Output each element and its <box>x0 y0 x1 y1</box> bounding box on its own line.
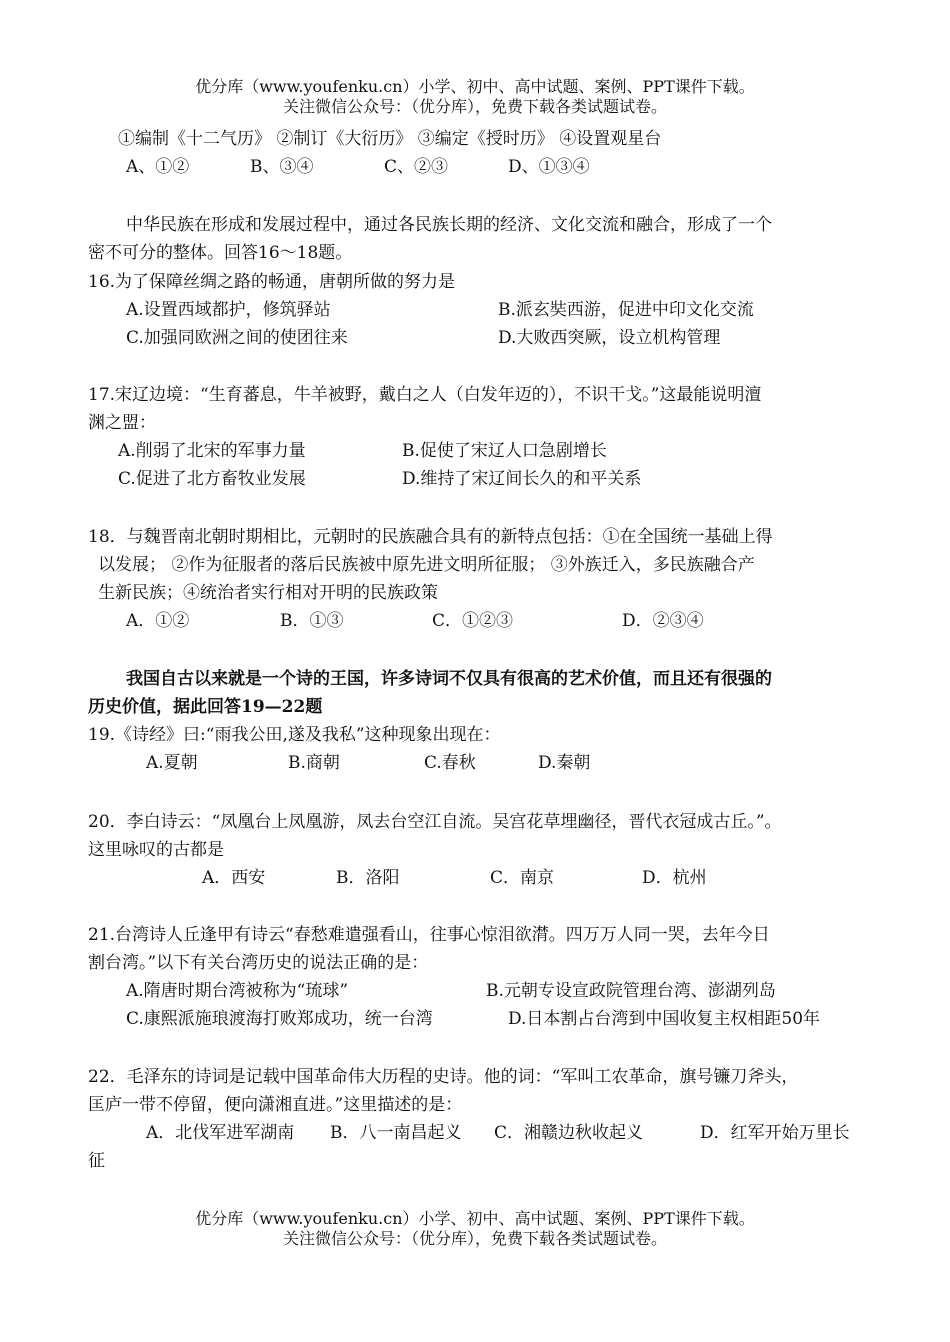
intro-19-22-line-1: 我国自古以来就是一个诗的王国，许多诗词不仅具有很高的艺术价值，而且还有很强的 <box>126 669 772 689</box>
q17-option-c: C.促进了北方畜牧业发展 <box>118 469 306 489</box>
q22-line-1: 22．毛泽东的诗词是记载中国革命伟大历程的史诗。他的词：“军叫工农革命，旗号镰刀斧头， <box>88 1067 799 1087</box>
q18-line-2: 以发展； ②作为征服者的落后民族被中原先进文明所征服； ③外族迁入，多民族融合产 <box>98 555 755 575</box>
q16-stem: 16.为了保障丝绸之路的畅通，唐朝所做的努力是 <box>88 272 456 292</box>
footer-line-1: 优分库（www.youfenku.cn）小学、初中、高中试题、案例、PPT课件下载。 <box>195 1209 755 1228</box>
q15-items: ①编制《十二气历》 ②制订《大衍历》 ③编定《授时历》 ④设置观星台 <box>118 129 662 149</box>
q22-option-a: A．北伐军进军湖南 <box>146 1123 295 1143</box>
q17-option-a: A.削弱了北宋的军事力量 <box>118 441 306 461</box>
q21-option-d: D.日本割占台湾到中国收复主权相距50年 <box>508 1009 821 1029</box>
q18-option-d: D．②③④ <box>622 611 704 631</box>
intro-16-18-line-1: 中华民族在形成和发展过程中，通过各民族长期的经济、文化交流和融合，形成了一个 <box>126 215 772 235</box>
q22-option-d-wrap: 征 <box>88 1151 105 1171</box>
footer-line-2: 关注微信公众号：（优分库），免费下载各类试题试卷。 <box>282 1229 667 1248</box>
q20-line-1: 20．李白诗云：“凤凰台上凤凰游，凤去台空江自流。吴宫花草埋幽径，晋代衣冠成古丘。”。 <box>88 812 782 832</box>
q20-option-b: B．洛阳 <box>336 868 400 888</box>
q20-line-2: 这里咏叹的古都是 <box>88 840 224 860</box>
q16-option-d: D.大败西突厥，设立机构管理 <box>498 328 721 348</box>
q22-option-d: D．红军开始万里长 <box>700 1123 850 1143</box>
q19-option-c: C.春秋 <box>424 753 476 773</box>
q22-option-c: C．湘赣边秋收起义 <box>494 1123 644 1143</box>
q20-option-d: D．杭州 <box>642 868 707 888</box>
q21-option-c: C.康熙派施琅渡海打败郑成功，统一台湾 <box>126 1009 433 1029</box>
intro-19-22-line-2: 历史价值，据此回答19—22题 <box>88 697 323 717</box>
q20-option-c: C．南京 <box>490 868 555 888</box>
q19-stem: 19.《诗经》曰:“雨我公田,遂及我私”这种现象出现在： <box>88 725 501 745</box>
q18-option-a: A．①② <box>126 611 190 631</box>
q18-line-1: 18．与魏晋南北朝时期相比，元朝时的民族融合具有的新特点包括：①在全国统一基础上得 <box>88 527 773 547</box>
q18-option-c: C．①②③ <box>432 611 514 631</box>
q19-option-b: B.商朝 <box>288 753 340 773</box>
q17-line-1: 17.宋辽边境：“生育蕃息，牛羊被野，戴白之人（白发年迈的），不识干戈。”这最能说明澶 <box>88 385 762 405</box>
q16-option-c: C.加强同欧洲之间的使团往来 <box>126 328 348 348</box>
q15-option-d: D、①③④ <box>508 157 590 177</box>
q19-option-d: D.秦朝 <box>538 753 591 773</box>
q15-option-c: C、②③ <box>384 157 449 177</box>
q18-option-b: B．①③ <box>280 611 344 631</box>
q21-line-2: 割台湾。”以下有关台湾历史的说法正确的是： <box>88 953 429 973</box>
q21-line-1: 21.台湾诗人丘逢甲有诗云“春愁难遣强看山，往事心惊泪欲潸。四万万人同一哭，去年今日 <box>88 925 770 945</box>
q22-line-2: 匡庐一带不停留，便向潇湘直进。”这里描述的是： <box>88 1095 463 1115</box>
q17-option-d: D.维持了宋辽间长久的和平关系 <box>402 469 642 489</box>
header-line-2: 关注微信公众号：（优分库），免费下载各类试题试卷。 <box>282 97 667 116</box>
q20-option-a: A．西安 <box>202 868 266 888</box>
q21-option-b: B.元朝专设宣政院管理台湾、澎湖列岛 <box>486 981 776 1001</box>
q18-line-3: 生新民族；④统治者实行相对开明的民族政策 <box>98 583 438 603</box>
intro-16-18-line-2: 密不可分的整体。回答16～18题。 <box>88 243 353 263</box>
q15-option-b: B、③④ <box>250 157 314 177</box>
q16-option-b: B.派玄奘西游，促进中印文化交流 <box>498 300 754 320</box>
q17-line-2: 渊之盟： <box>88 413 156 433</box>
q17-option-b: B.促使了宋辽人口急剧增长 <box>402 441 607 461</box>
q21-option-a: A.隋唐时期台湾被称为“琉球” <box>126 981 349 1001</box>
q15-option-a: A、①② <box>126 157 190 177</box>
header-line-1: 优分库（www.youfenku.cn）小学、初中、高中试题、案例、PPT课件下载。 <box>195 77 755 96</box>
q16-option-a: A.设置西域都护，修筑驿站 <box>126 300 331 320</box>
q19-option-a: A.夏朝 <box>146 753 198 773</box>
q22-option-b: B．八一南昌起义 <box>330 1123 462 1143</box>
